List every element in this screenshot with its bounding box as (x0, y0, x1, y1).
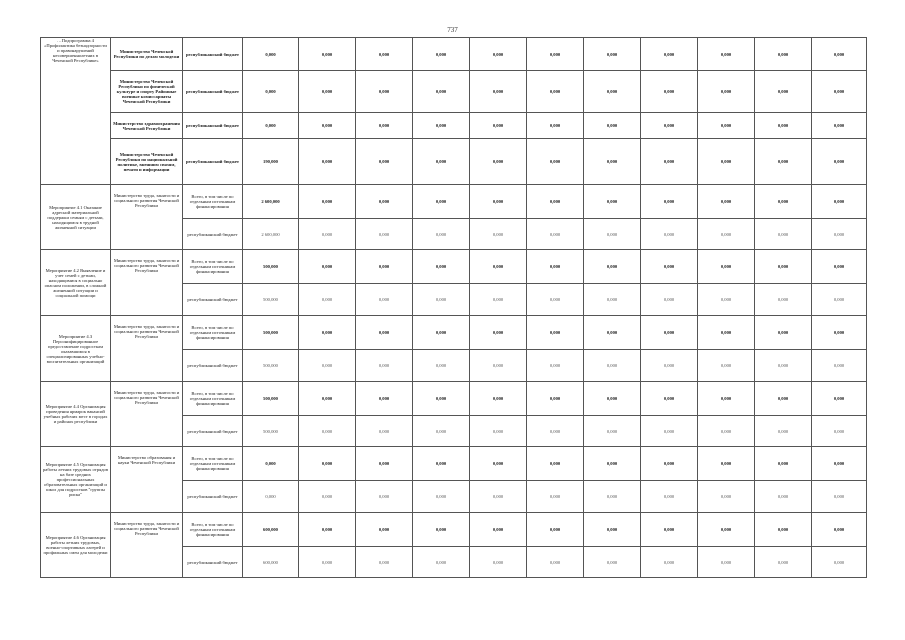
value-cell: 0,000 (698, 219, 755, 250)
value-cell: 0,000 (698, 113, 755, 139)
value-cell: 0,000 (413, 71, 470, 113)
value-cell: 0,000 (413, 382, 470, 416)
value-cell: 0,000 (755, 513, 812, 547)
table-row (41, 316, 867, 350)
value-cell: 0,000 (356, 284, 413, 316)
budget-table (40, 37, 867, 578)
value-cell: 0,000 (698, 382, 755, 416)
value-cell: 0,000 (641, 481, 698, 513)
value-cell: 0,000 (584, 139, 641, 185)
value-cell: 0,000 (641, 447, 698, 481)
value-cell: 0,000 (812, 113, 867, 139)
value-cell: 0,000 (243, 71, 299, 113)
value-cell: 0,000 (698, 513, 755, 547)
value-cell: 0,000 (812, 447, 867, 481)
value-cell: 0,000 (299, 513, 356, 547)
value-cell: 0,000 (527, 250, 584, 284)
value-cell: 0,000 (356, 547, 413, 578)
table-row (41, 71, 867, 113)
value-cell: 0,000 (641, 382, 698, 416)
value-cell: 0,000 (470, 219, 527, 250)
value-cell: 0,000 (698, 447, 755, 481)
table-row (41, 382, 867, 416)
value-cell: 0,000 (584, 481, 641, 513)
value-cell: 0,000 (470, 284, 527, 316)
value-cell: 0,000 (755, 113, 812, 139)
value-cell: 0,000 (527, 219, 584, 250)
value-cell: 0,000 (698, 481, 755, 513)
funding-source-cell: республиканский бюджет (183, 284, 243, 316)
value-cell: 0,000 (356, 350, 413, 382)
value-cell: 0,000 (470, 447, 527, 481)
value-cell: 0,000 (527, 71, 584, 113)
value-cell: 0,000 (698, 38, 755, 71)
value-cell: 0,000 (584, 185, 641, 219)
value-cell: 0,000 (299, 71, 356, 113)
value-cell: 0,000 (812, 219, 867, 250)
funding-source-cell: республиканский бюджет (183, 219, 243, 250)
executor-cell: Министерство труда, занятости и социального развития Чеченской Республики (111, 250, 183, 316)
value-cell: 0,000 (356, 219, 413, 250)
value-cell: 0,000 (470, 250, 527, 284)
value-cell: 0,000 (527, 316, 584, 350)
value-cell: 0,000 (641, 71, 698, 113)
value-cell: 0,000 (470, 416, 527, 447)
value-cell: 0,000 (299, 382, 356, 416)
value-cell: 0,000 (812, 513, 867, 547)
value-cell: 0,000 (812, 250, 867, 284)
executor-cell: Министерство образования и науки Чеченской Республики (111, 447, 183, 513)
value-cell: 0,000 (356, 447, 413, 481)
value-cell: 0,000 (755, 350, 812, 382)
value-cell: 0,000 (527, 350, 584, 382)
value-cell: 0,000 (243, 447, 299, 481)
value-cell: 500,000 (243, 316, 299, 350)
event-name-cell: Мероприятие 4.6 Организация работы летних трудовых, военно-спортивных лагерей и профильных смен для молодежи (41, 513, 111, 578)
funding-source-cell: Всего, в том числе по отдельным источникам финансирования (183, 382, 243, 416)
value-cell: 0,000 (413, 547, 470, 578)
value-cell: 0,000 (755, 38, 812, 71)
value-cell: 0,000 (584, 447, 641, 481)
value-cell: 500,000 (243, 284, 299, 316)
value-cell: 0,000 (641, 547, 698, 578)
value-cell: 0,000 (812, 481, 867, 513)
funding-source-cell: республиканский бюджет (183, 38, 243, 71)
value-cell: 0,000 (413, 250, 470, 284)
value-cell: 0,000 (243, 38, 299, 71)
value-cell: 0,000 (584, 547, 641, 578)
funding-source-cell: республиканский бюджет (183, 416, 243, 447)
value-cell: 190,000 (243, 139, 299, 185)
value-cell: 0,000 (584, 350, 641, 382)
value-cell: 0,000 (527, 185, 584, 219)
table-body (41, 38, 867, 578)
value-cell: 0,000 (584, 71, 641, 113)
value-cell: 0,000 (413, 113, 470, 139)
value-cell: 0,000 (527, 447, 584, 481)
value-cell: 0,000 (755, 219, 812, 250)
value-cell: 500,000 (243, 382, 299, 416)
value-cell: 0,000 (755, 416, 812, 447)
value-cell: 0,000 (413, 38, 470, 71)
value-cell: 0,000 (470, 185, 527, 219)
value-cell: 0,000 (299, 139, 356, 185)
executor-cell: Министерство здравоохранения Чеченской Республики (111, 113, 183, 139)
funding-source-cell: Всего, в том числе по отдельным источникам финансирования (183, 513, 243, 547)
value-cell: 0,000 (584, 38, 641, 71)
value-cell: 0,000 (299, 113, 356, 139)
value-cell: 0,000 (584, 284, 641, 316)
value-cell: 0,000 (356, 71, 413, 113)
value-cell: 0,000 (527, 139, 584, 185)
value-cell: 0,000 (413, 447, 470, 481)
value-cell: 0,000 (356, 113, 413, 139)
funding-source-cell: республиканский бюджет (183, 139, 243, 185)
value-cell: 0,000 (698, 284, 755, 316)
table-row (41, 113, 867, 139)
funding-source-cell: Всего, в том числе по отдельным источникам финансирования (183, 250, 243, 284)
value-cell: 0,000 (812, 139, 867, 185)
value-cell: 0,000 (527, 113, 584, 139)
value-cell: 2 600,000 (243, 185, 299, 219)
value-cell: 0,000 (641, 38, 698, 71)
value-cell: 0,000 (413, 416, 470, 447)
value-cell: 0,000 (527, 513, 584, 547)
value-cell: 0,000 (698, 185, 755, 219)
value-cell: 0,000 (413, 185, 470, 219)
executor-cell: Министерство Чеченской Республики по национальной политике, внешним связям, печати и информации (111, 139, 183, 185)
value-cell: 0,000 (413, 139, 470, 185)
event-name-cell: Мероприятие 4.5 Организация работы летних трудовых отрядов на базе средних профессиональных образовательных организаций и школ для подростков "группы риска" (41, 447, 111, 513)
value-cell: 0,000 (299, 284, 356, 316)
value-cell: 0,000 (527, 382, 584, 416)
funding-source-cell: республиканский бюджет (183, 113, 243, 139)
value-cell: 500,000 (243, 250, 299, 284)
executor-cell: Министерство Чеченской Республики по физической культуре и спорту Районные военные комиссариаты Чеченской Республики (111, 71, 183, 113)
value-cell: 0,000 (812, 316, 867, 350)
value-cell: 0,000 (299, 219, 356, 250)
value-cell: 0,000 (641, 219, 698, 250)
value-cell: 0,000 (755, 284, 812, 316)
value-cell: 0,000 (299, 481, 356, 513)
value-cell: 0,000 (356, 139, 413, 185)
value-cell: 0,000 (698, 416, 755, 447)
table-row (41, 38, 867, 71)
value-cell: 0,000 (413, 513, 470, 547)
value-cell: 0,000 (243, 481, 299, 513)
funding-source-cell: республиканский бюджет (183, 71, 243, 113)
value-cell: 0,000 (527, 547, 584, 578)
value-cell: 0,000 (641, 139, 698, 185)
value-cell: 0,000 (413, 316, 470, 350)
value-cell: 0,000 (755, 447, 812, 481)
value-cell: 0,000 (356, 416, 413, 447)
event-name-cell: Мероприятие 4.1 Оказание адресной материальной поддержки семьям с детьми, находящимся в трудной жизненной ситуации (41, 185, 111, 250)
funding-source-cell: республиканский бюджет (183, 547, 243, 578)
value-cell: 0,000 (356, 316, 413, 350)
value-cell: 600,000 (243, 547, 299, 578)
value-cell: 0,000 (299, 416, 356, 447)
value-cell: 0,000 (641, 416, 698, 447)
value-cell: 0,000 (698, 250, 755, 284)
value-cell: 0,000 (584, 250, 641, 284)
value-cell: 0,000 (470, 382, 527, 416)
value-cell: 0,000 (584, 382, 641, 416)
funding-source-cell: Всего, в том числе по отдельным источникам финансирования (183, 316, 243, 350)
value-cell: 0,000 (755, 139, 812, 185)
value-cell: 0,000 (527, 38, 584, 71)
value-cell: 0,000 (812, 350, 867, 382)
value-cell: 0,000 (812, 416, 867, 447)
value-cell: 0,000 (641, 513, 698, 547)
table-row (41, 447, 867, 481)
value-cell: 0,000 (641, 113, 698, 139)
value-cell: 0,000 (413, 219, 470, 250)
value-cell: 0,000 (812, 547, 867, 578)
funding-source-cell: Всего, в том числе по отдельным источникам финансирования (183, 447, 243, 481)
value-cell: 0,000 (812, 284, 867, 316)
event-name-cell: Мероприятие 4.3 Персонифицированное предоставление подросткам оказавшимся в специализированных учебно-воспитательных организаций (41, 316, 111, 382)
value-cell: 600,000 (243, 513, 299, 547)
value-cell: 0,000 (641, 350, 698, 382)
value-cell: 0,000 (356, 38, 413, 71)
value-cell: 0,000 (641, 316, 698, 350)
value-cell: 0,000 (243, 113, 299, 139)
value-cell: 0,000 (755, 547, 812, 578)
executor-cell: Министерство Чеченской Республики по делам молодежи (111, 38, 183, 71)
value-cell: 0,000 (755, 71, 812, 113)
value-cell: 0,000 (356, 250, 413, 284)
value-cell: 0,000 (470, 350, 527, 382)
value-cell: 0,000 (299, 547, 356, 578)
value-cell: 0,000 (470, 316, 527, 350)
executor-cell: Министерство труда, занятости и социального развития Чеченской Республики (111, 185, 183, 250)
value-cell: 0,000 (470, 547, 527, 578)
value-cell: 500,000 (243, 416, 299, 447)
value-cell: 0,000 (356, 481, 413, 513)
value-cell: 0,000 (755, 481, 812, 513)
value-cell: 0,000 (299, 185, 356, 219)
executor-cell: Министерство труда, занятости и социального развития Чеченской Республики (111, 382, 183, 447)
executor-cell: Министерство труда, занятости и социального развития Чеченской Республики (111, 513, 183, 578)
page-number: 737 (447, 26, 458, 34)
funding-source-cell: республиканский бюджет (183, 350, 243, 382)
value-cell: 0,000 (527, 416, 584, 447)
value-cell: 0,000 (755, 382, 812, 416)
value-cell: 0,000 (641, 250, 698, 284)
value-cell: 0,000 (641, 185, 698, 219)
value-cell: 0,000 (527, 284, 584, 316)
event-name-cell: Мероприятие 4.4 Организация проведения ярмарок вакансий учебных рабочих мест в городах и районах республики (41, 382, 111, 447)
value-cell: 500,000 (243, 350, 299, 382)
table-row (41, 513, 867, 547)
value-cell: 0,000 (413, 284, 470, 316)
funding-source-cell: республиканский бюджет (183, 481, 243, 513)
value-cell: 0,000 (470, 481, 527, 513)
table-row (41, 139, 867, 185)
value-cell: 0,000 (812, 71, 867, 113)
executor-cell: Министерство труда, занятости и социального развития Чеченской Республики (111, 316, 183, 382)
value-cell: 0,000 (299, 447, 356, 481)
value-cell: 0,000 (470, 113, 527, 139)
value-cell: 0,000 (470, 38, 527, 71)
event-name-cell: Мероприятие 4.2 Выявление и учет семей с детьми, находящимися в социально опасном положении, в сложной жизненной ситуации и социальной помощи (41, 250, 111, 316)
event-name-cell: …Подпрограмма 4 «Профилактика безнадзорности и правонарушений несовершеннолетних в Чеченской Республике» (41, 38, 111, 185)
value-cell: 0,000 (812, 382, 867, 416)
value-cell: 0,000 (698, 139, 755, 185)
value-cell: 0,000 (812, 38, 867, 71)
value-cell: 0,000 (470, 71, 527, 113)
value-cell: 2 600,000 (243, 219, 299, 250)
value-cell: 0,000 (470, 513, 527, 547)
table-row (41, 250, 867, 284)
value-cell: 0,000 (413, 481, 470, 513)
value-cell: 0,000 (527, 481, 584, 513)
value-cell: 0,000 (413, 350, 470, 382)
value-cell: 0,000 (584, 316, 641, 350)
value-cell: 0,000 (812, 185, 867, 219)
value-cell: 0,000 (356, 513, 413, 547)
value-cell: 0,000 (299, 38, 356, 71)
value-cell: 0,000 (584, 113, 641, 139)
value-cell: 0,000 (755, 185, 812, 219)
value-cell: 0,000 (698, 547, 755, 578)
table-row (41, 185, 867, 219)
value-cell: 0,000 (356, 382, 413, 416)
value-cell: 0,000 (470, 139, 527, 185)
value-cell: 0,000 (299, 250, 356, 284)
value-cell: 0,000 (641, 284, 698, 316)
funding-source-cell: Всего, в том числе по отдельным источникам финансирования (183, 185, 243, 219)
value-cell: 0,000 (755, 316, 812, 350)
value-cell: 0,000 (356, 185, 413, 219)
value-cell: 0,000 (584, 219, 641, 250)
value-cell: 0,000 (698, 316, 755, 350)
value-cell: 0,000 (584, 416, 641, 447)
value-cell: 0,000 (299, 316, 356, 350)
value-cell: 0,000 (584, 513, 641, 547)
value-cell: 0,000 (755, 250, 812, 284)
value-cell: 0,000 (698, 350, 755, 382)
value-cell: 0,000 (299, 350, 356, 382)
value-cell: 0,000 (698, 71, 755, 113)
